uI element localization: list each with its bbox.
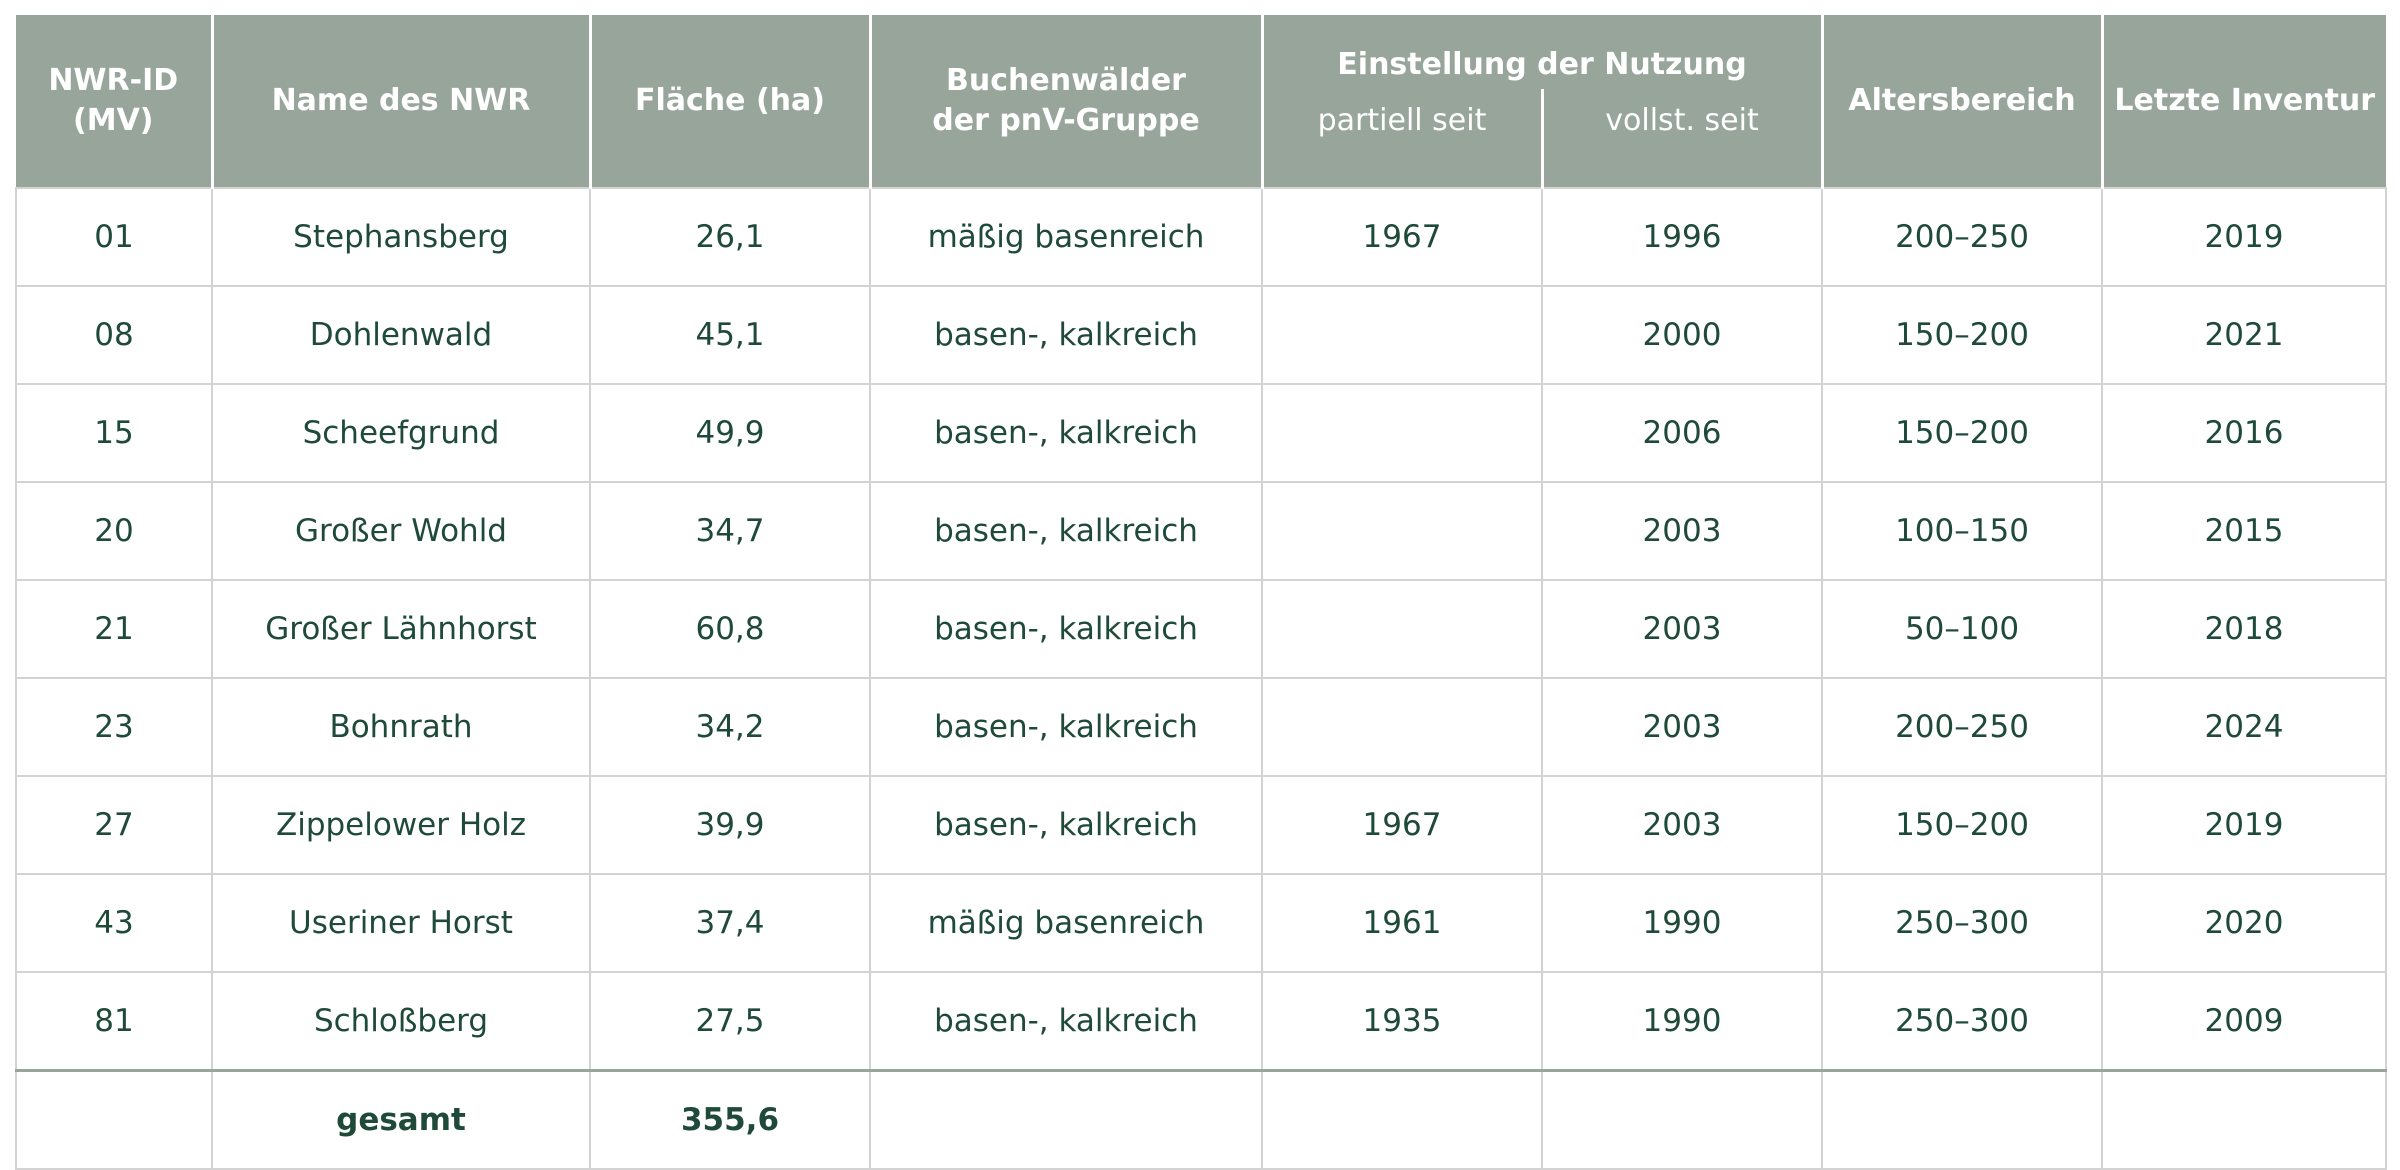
cell-id: 43 (16, 874, 212, 972)
cell-area: 34,7 (590, 482, 870, 580)
cell-beech: mäßig basenreich (870, 874, 1262, 972)
cell-name: Dohlenwald (212, 286, 590, 384)
nwr-table-container (15, 15, 2385, 1170)
header-beech-forest (870, 15, 1262, 188)
header-beech-line1: Buchenwälder (946, 63, 1186, 98)
cell-age: 150–200 (1822, 286, 2102, 384)
total-cell-id (16, 1071, 212, 1170)
cell-full: 1990 (1542, 874, 1822, 972)
cell-inventory: 2016 (2102, 384, 2386, 482)
cell-age: 200–250 (1822, 188, 2102, 286)
table-body (16, 188, 2386, 1169)
cell-id: 23 (16, 678, 212, 776)
header-beech-line2: der pnV-Gruppe (932, 103, 1200, 138)
cell-area: 37,4 (590, 874, 870, 972)
cell-partial (1262, 384, 1542, 482)
cell-id: 15 (16, 384, 212, 482)
table-row (16, 188, 2386, 286)
header-usage-group: Einstellung der Nutzung (1262, 15, 1822, 89)
header-area: Fläche (ha) (590, 15, 870, 188)
cell-id: 21 (16, 580, 212, 678)
header-nwr-id (16, 15, 212, 188)
total-cell-beech (870, 1071, 1262, 1170)
nwr-table (15, 15, 2387, 1170)
table-row (16, 972, 2386, 1071)
cell-full: 2003 (1542, 776, 1822, 874)
cell-full: 2000 (1542, 286, 1822, 384)
cell-full: 2003 (1542, 482, 1822, 580)
cell-age: 250–300 (1822, 874, 2102, 972)
cell-beech: basen-, kalkreich (870, 384, 1262, 482)
cell-full: 1996 (1542, 188, 1822, 286)
cell-name: Scheefgrund (212, 384, 590, 482)
cell-full: 2006 (1542, 384, 1822, 482)
table-row (16, 874, 2386, 972)
cell-area: 39,9 (590, 776, 870, 874)
cell-beech: basen-, kalkreich (870, 776, 1262, 874)
cell-age: 50–100 (1822, 580, 2102, 678)
table-row (16, 580, 2386, 678)
total-label: gesamt (212, 1071, 590, 1170)
cell-name: Großer Wohld (212, 482, 590, 580)
cell-inventory: 2021 (2102, 286, 2386, 384)
cell-full: 2003 (1542, 580, 1822, 678)
cell-area: 27,5 (590, 972, 870, 1071)
cell-beech: basen-, kalkreich (870, 972, 1262, 1071)
cell-id: 01 (16, 188, 212, 286)
cell-partial (1262, 580, 1542, 678)
total-cell-inventory (2102, 1071, 2386, 1170)
table-row (16, 776, 2386, 874)
cell-age: 100–150 (1822, 482, 2102, 580)
cell-partial (1262, 482, 1542, 580)
cell-partial: 1967 (1262, 776, 1542, 874)
cell-partial (1262, 286, 1542, 384)
cell-name: Schloßberg (212, 972, 590, 1071)
table-row (16, 286, 2386, 384)
cell-beech: mäßig basenreich (870, 188, 1262, 286)
header-usage-full: vollst. seit (1542, 89, 1822, 188)
cell-name: Bohnrath (212, 678, 590, 776)
cell-partial: 1967 (1262, 188, 1542, 286)
cell-id: 08 (16, 286, 212, 384)
cell-beech: basen-, kalkreich (870, 286, 1262, 384)
cell-inventory: 2020 (2102, 874, 2386, 972)
cell-inventory: 2018 (2102, 580, 2386, 678)
header-nwr-id-line1: NWR-ID (48, 63, 179, 98)
cell-id: 27 (16, 776, 212, 874)
cell-id: 20 (16, 482, 212, 580)
header-name: Name des NWR (212, 15, 590, 188)
cell-inventory: 2015 (2102, 482, 2386, 580)
cell-beech: basen-, kalkreich (870, 580, 1262, 678)
header-last-inventory: Letzte Inventur (2102, 15, 2386, 188)
cell-full: 1990 (1542, 972, 1822, 1071)
table-row (16, 678, 2386, 776)
cell-name: Großer Lähnhorst (212, 580, 590, 678)
table-header (16, 15, 2386, 188)
header-usage-partial: partiell seit (1262, 89, 1542, 188)
cell-inventory: 2009 (2102, 972, 2386, 1071)
cell-area: 45,1 (590, 286, 870, 384)
cell-inventory: 2024 (2102, 678, 2386, 776)
cell-area: 60,8 (590, 580, 870, 678)
cell-age: 150–200 (1822, 776, 2102, 874)
cell-inventory: 2019 (2102, 776, 2386, 874)
cell-beech: basen-, kalkreich (870, 678, 1262, 776)
cell-age: 250–300 (1822, 972, 2102, 1071)
cell-partial: 1935 (1262, 972, 1542, 1071)
cell-id: 81 (16, 972, 212, 1071)
cell-inventory: 2019 (2102, 188, 2386, 286)
total-area: 355,6 (590, 1071, 870, 1170)
total-cell-age (1822, 1071, 2102, 1170)
total-cell-partial (1262, 1071, 1542, 1170)
total-cell-full (1542, 1071, 1822, 1170)
cell-area: 34,2 (590, 678, 870, 776)
cell-name: Useriner Horst (212, 874, 590, 972)
cell-age: 200–250 (1822, 678, 2102, 776)
cell-full: 2003 (1542, 678, 1822, 776)
header-nwr-id-line2: (MV) (73, 103, 154, 138)
cell-name: Zippelower Holz (212, 776, 590, 874)
table-row (16, 384, 2386, 482)
cell-area: 26,1 (590, 188, 870, 286)
header-age-range: Altersbereich (1822, 15, 2102, 188)
table-row (16, 482, 2386, 580)
cell-partial (1262, 678, 1542, 776)
cell-partial: 1961 (1262, 874, 1542, 972)
cell-age: 150–200 (1822, 384, 2102, 482)
cell-area: 49,9 (590, 384, 870, 482)
total-row (16, 1071, 2386, 1170)
cell-beech: basen-, kalkreich (870, 482, 1262, 580)
cell-name: Stephansberg (212, 188, 590, 286)
